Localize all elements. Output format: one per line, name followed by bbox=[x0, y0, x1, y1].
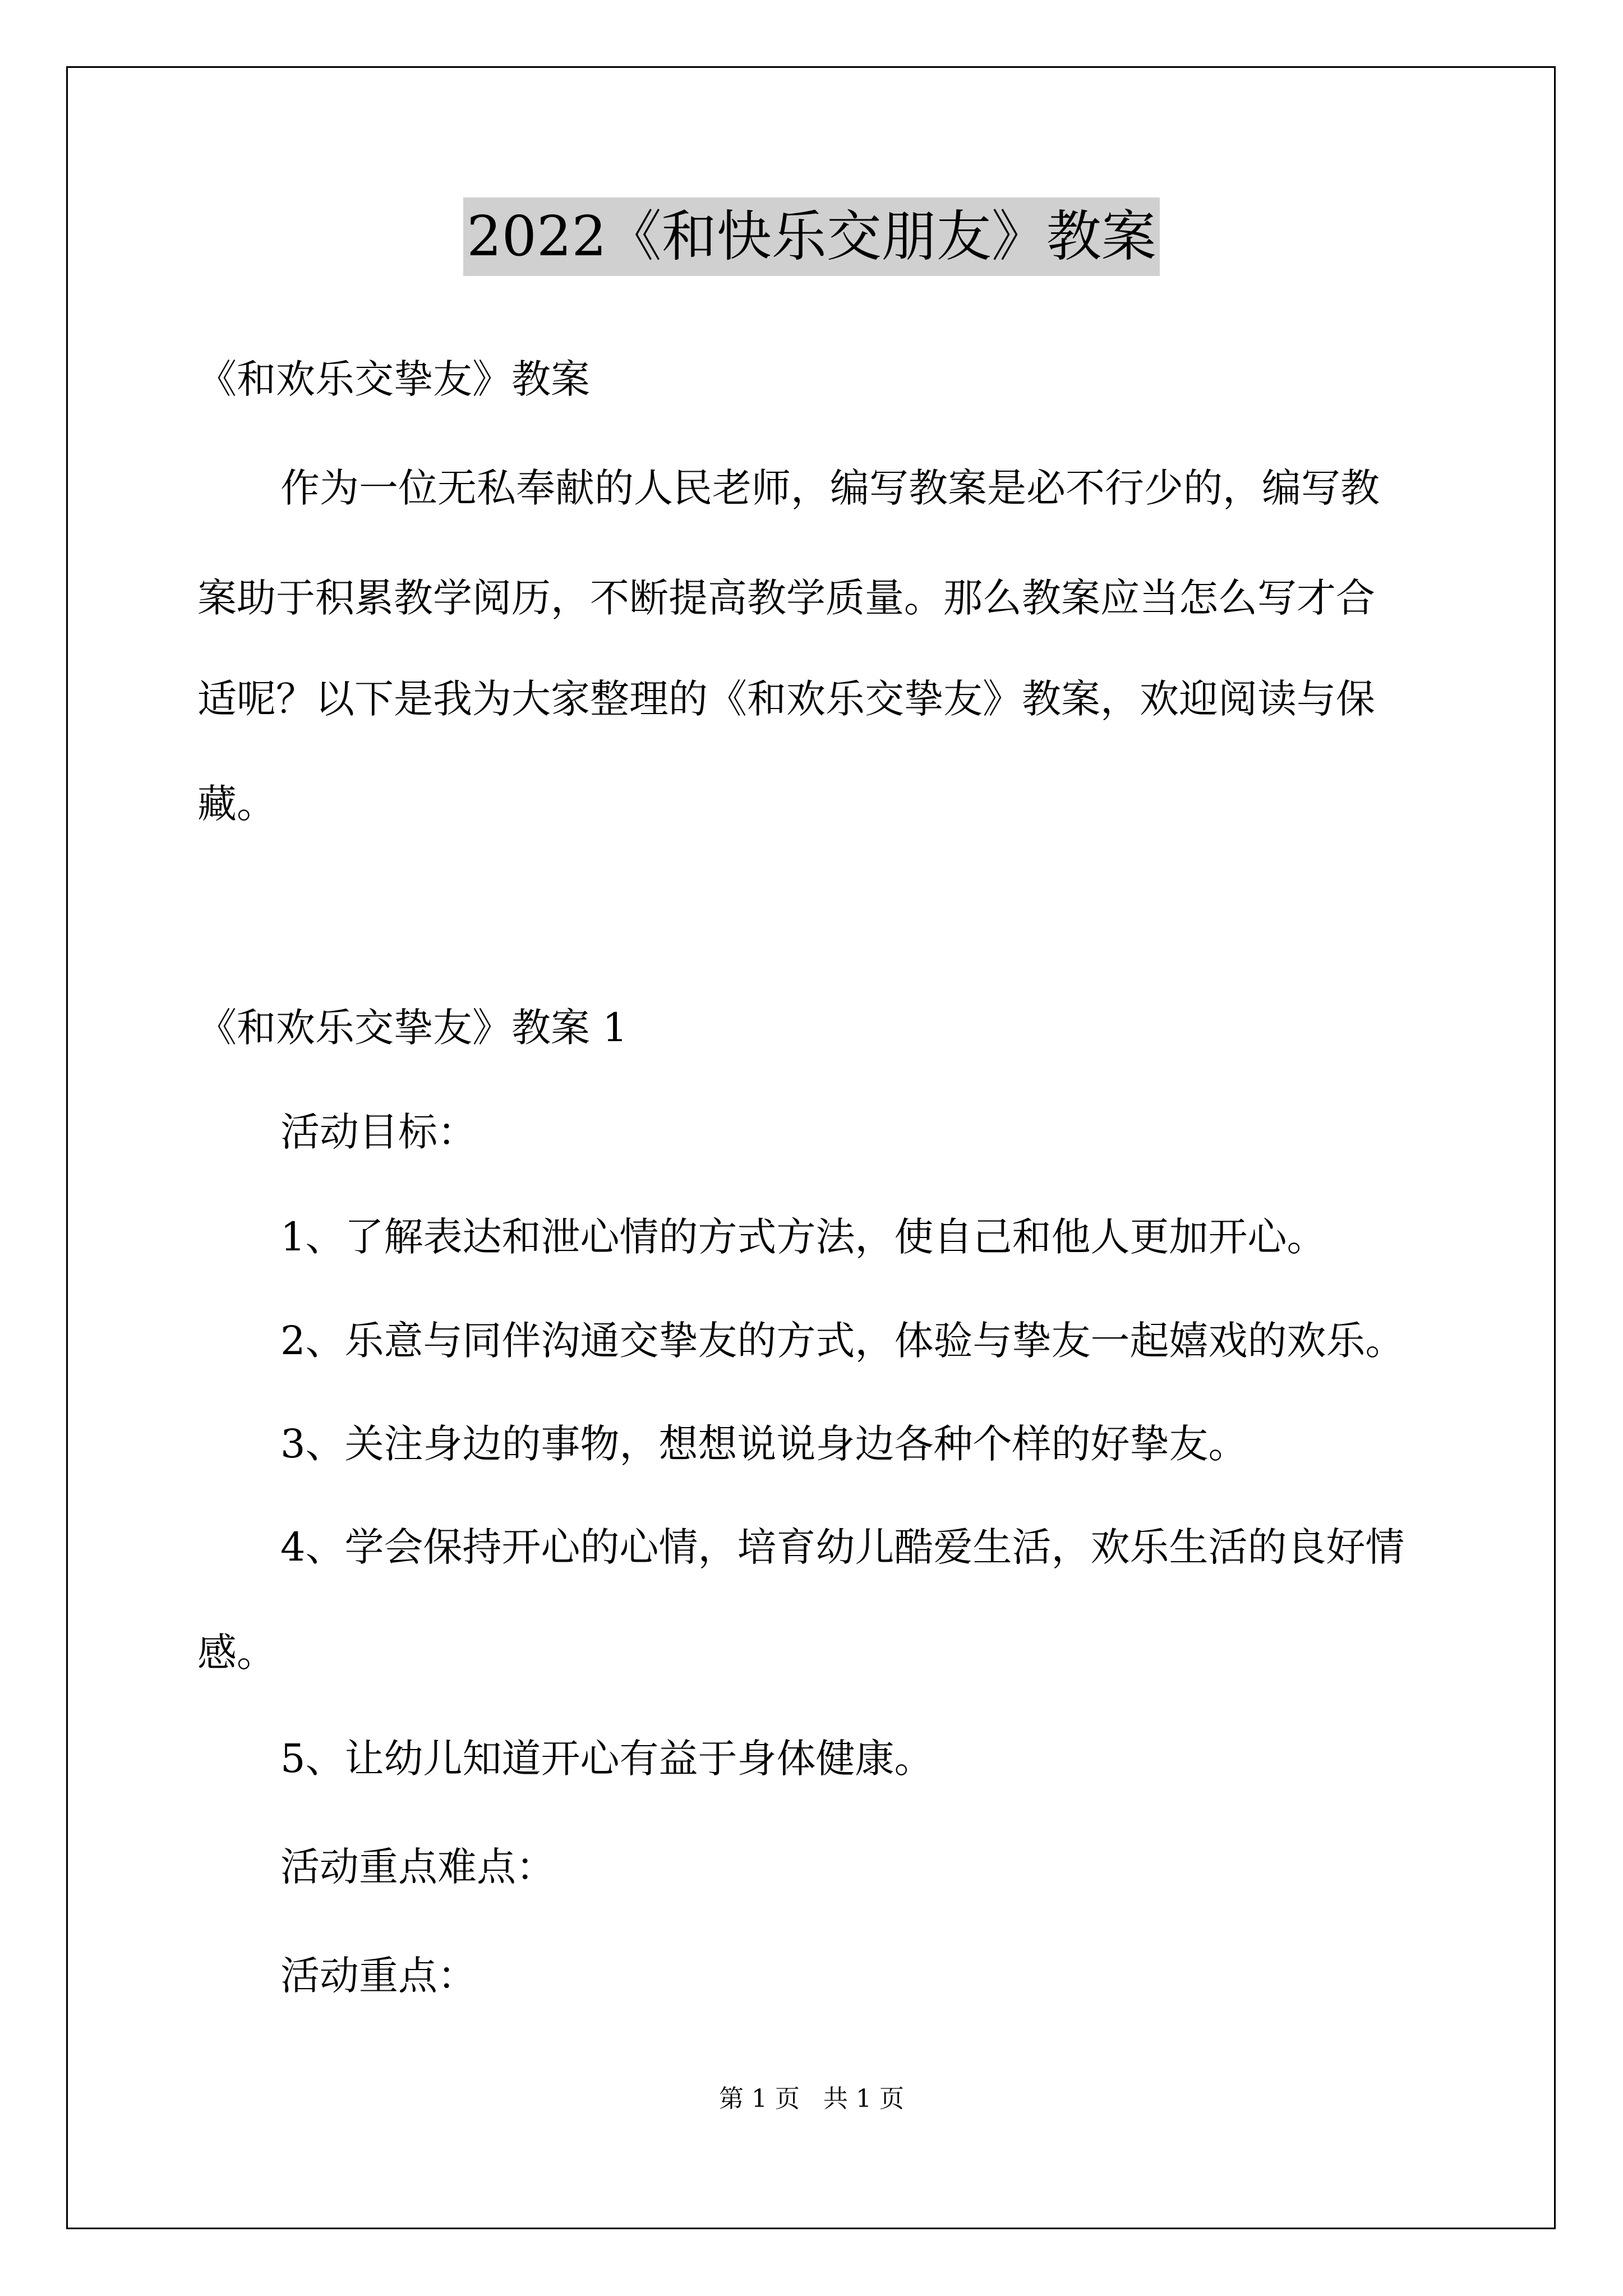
subheading-activity-goals: 活动目标： bbox=[280, 1109, 477, 1155]
document-title: 2022《和快乐交朋友》教案 bbox=[463, 197, 1159, 276]
subheading-key-points: 活动重点： bbox=[280, 1953, 477, 1999]
subheading-key-difficulties: 活动重点难点： bbox=[280, 1844, 555, 1890]
page-total: 共 1 页 bbox=[823, 2085, 904, 2113]
list-item: 5、让幼儿知道开心有益于身体健康。 bbox=[280, 1736, 934, 1782]
list-item: 4、学会保持开心的心情，培育幼儿酷爱生活，欢乐生活的良好情 bbox=[280, 1524, 1405, 1570]
title-container bbox=[0, 197, 1623, 276]
list-item-continuation: 感。 bbox=[197, 1630, 276, 1676]
section-heading: 《和欢乐交挚友》教案 1 bbox=[197, 1005, 628, 1051]
page-footer bbox=[0, 2082, 1623, 2116]
intro-paragraph-line: 作为一位无私奉献的人民老师，编写教案是必不行少的，编写教 bbox=[280, 465, 1380, 511]
list-item: 2、乐意与同伴沟通交挚友的方式，体验与挚友一起嬉戏的欢乐。 bbox=[280, 1318, 1405, 1364]
intro-paragraph-line: 案助于积累教学阅历，不断提高教学质量。那么教案应当怎么写才合 bbox=[197, 575, 1375, 621]
intro-paragraph-line: 藏。 bbox=[197, 781, 276, 827]
list-item: 3、关注身边的事物，想想说说身边各种个样的好挚友。 bbox=[280, 1421, 1248, 1467]
intro-paragraph-line: 适呢？以下是我为大家整理的《和欢乐交挚友》教案，欢迎阅读与保 bbox=[197, 676, 1375, 722]
list-item: 1、了解表达和泄心情的方式方法，使自己和他人更加开心。 bbox=[280, 1214, 1326, 1260]
page-number: 第 1 页 bbox=[719, 2085, 800, 2113]
document-subtitle: 《和欢乐交挚友》教案 bbox=[197, 356, 590, 402]
